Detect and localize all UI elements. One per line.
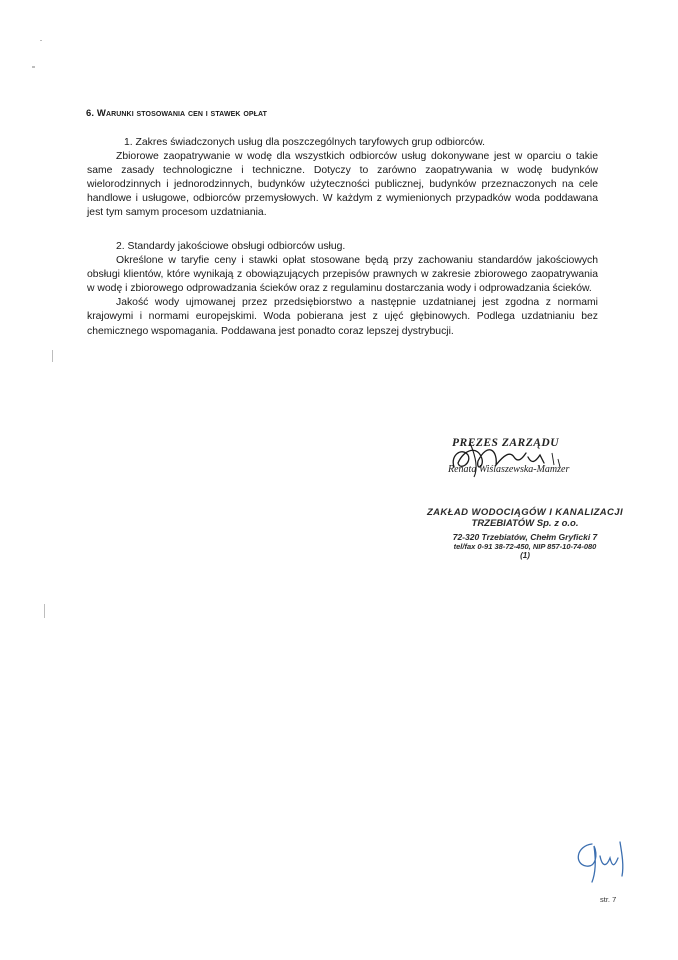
stamp-line-3: 72-320 Trzebiatów, Chełm Gryficki 7 (452, 532, 598, 542)
stamp-line-1: ZAKŁAD WODOCIĄGÓW I KANALIZACJI (426, 507, 624, 518)
stamp-line-2: TRZEBIATÓW Sp. z o.o. (471, 518, 579, 529)
subsection-2-paragraph-2: Jakość wody ujmowanej przez przedsiębiorstwo a następnie uzdatnianej jest zgodna z normami krajowymi i normami europejskimi. Woda pobierana jest z ujęć głębinowych. Podlega uzdatnianiu bez chemicznego wspomagania. Poddawana jest ponadto coraz lepszej dystrybucji. (87, 297, 598, 337)
handwritten-initials (572, 836, 642, 884)
section-number: 6. (86, 108, 95, 119)
company-stamp (420, 507, 630, 560)
scan-speck (52, 350, 53, 362)
subsection-2-title: 2. Standardy jakościowe obsługi odbiorców usług. (116, 241, 346, 252)
signature-title: PREZES ZARZĄDU (452, 437, 560, 449)
scan-speck (44, 604, 45, 618)
section-heading (86, 108, 267, 119)
stamp-line-4: tel/fax 0-91 38-72-450, NIP 857-10-74-080 (453, 542, 597, 551)
stamp-line-5: (1) (520, 551, 530, 560)
subsection-2 (87, 240, 598, 339)
section-title: Warunki stosowania cen i stawek opłat (96, 108, 268, 119)
subsection-1-paragraph: Zbiorowe zaopatrywanie w wodę dla wszystkich odbiorców usług dokonywane jest w oparciu o takie same zasady technologiczne i techniczne. Dotyczy to zarówno zaopatrywania w wodę budynków wielorodzinnych i jednorodzinnych, budynków użyteczności publicznej, budynków przeznaczonych na cele handlowe i usługowe, odbiorców przemysłowych. W każdym z wymienionych przypadków woda poddawana jest tym samym procesom uzdatniania. (87, 151, 598, 219)
subsection-1 (87, 136, 598, 221)
handwritten-signature (448, 437, 578, 483)
scan-speck (40, 40, 42, 41)
page-number: str. 7 (600, 895, 617, 904)
signature-block (448, 437, 578, 483)
subsection-2-paragraph-1: Określone w taryfie ceny i stawki opłat stosowane będą przy zachowaniu standardów jakościowych obsługi klientów, które wynikają z obowiązujących przepisów prawnych w zakresie zbiorowego zaopatrywania w wodę i zbiorowego odprowadzania ścieków oraz z regulaminu dostarczania wody i odprowadzania ścieków. (87, 255, 598, 295)
subsection-1-title: 1. Zakres świadczonych usług dla poszczególnych taryfowych grup odbiorców. (124, 137, 485, 148)
signature-name: Renata Wiślaszewska-Mamzer (448, 464, 570, 475)
scan-speck (32, 66, 35, 68)
